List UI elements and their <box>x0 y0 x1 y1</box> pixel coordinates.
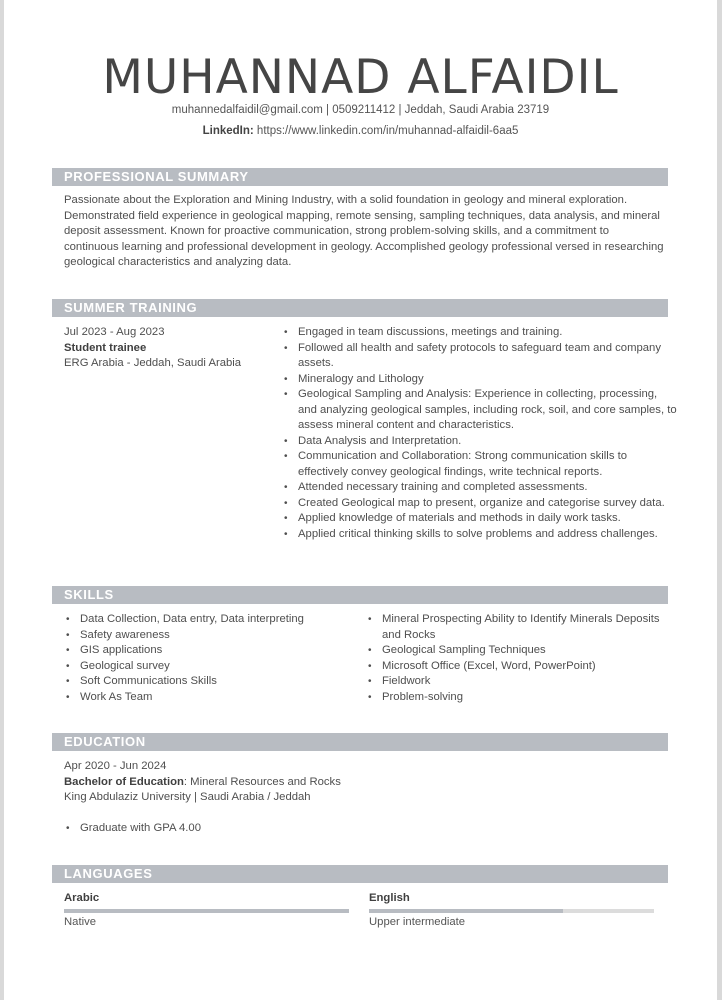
contact-info: muhannedalfaidil@gmail.com | 0509211412 | Jeddah, Saudi Arabia 23719 <box>171 104 550 116</box>
language-arabic <box>64 892 349 928</box>
section-title: SUMMER TRAINING <box>64 300 198 315</box>
list-item: • Fieldwork <box>366 674 676 690</box>
list-item: • Applied knowledge of materials and methods in daily work tasks. <box>282 511 678 527</box>
list-item: • Engaged in team discussions, meetings and training. <box>282 325 678 341</box>
list-item: • Communication and Collaboration: Strong communication skills to effectively convey geological findings, write technical reports. <box>282 449 678 480</box>
section-title: EDUCATION <box>64 734 146 749</box>
resume-page <box>4 0 717 1000</box>
skills-left-list <box>64 612 344 705</box>
list-item: • Geological survey <box>64 659 344 675</box>
section-header-skills <box>52 586 668 604</box>
training-role: Student trainee <box>64 341 147 354</box>
summary-text: Passionate about the Exploration and Mining Industry, with a solid foundation in geology and mineral exploration. Demonstrated field experience in geological mapping, remote sensing, sampling techniques, data analysis, and mineral deposit assessment. Known for proactive communication, strong problem-solving skills, and a commitment to continuous learning and professional development in geology. Accomplished geology professional versed in researching geological characteristics and analyzing data. <box>64 194 664 268</box>
education-dates: Apr 2020 - Jun 2024 <box>64 760 167 772</box>
training-dates: Jul 2023 - Aug 2023 <box>64 326 165 338</box>
education-degree: Bachelor of Education <box>64 775 184 788</box>
training-meta <box>64 325 264 372</box>
list-item: • Mineralogy and Lithology <box>282 372 678 388</box>
list-item: • Safety awareness <box>64 628 344 644</box>
proficiency-fill <box>64 909 349 913</box>
section-title: LANGUAGES <box>64 866 153 881</box>
list-item: • Problem-solving <box>366 690 676 706</box>
language-name: Arabic <box>64 892 100 904</box>
section-header-languages <box>52 865 668 883</box>
list-item: • Work As Team <box>64 690 344 706</box>
section-header-education <box>52 733 668 751</box>
list-item: • Attended necessary training and completed assessments. <box>282 480 678 496</box>
list-item: • Created Geological map to present, organize and categorise survey data. <box>282 496 678 512</box>
education-field: : Mineral Resources and Rocks <box>183 775 341 788</box>
candidate-name: MUHANNAD ALFAIDIL <box>102 50 619 105</box>
language-name: English <box>369 892 410 904</box>
list-item: • Applied critical thinking skills to solve problems and address challenges. <box>282 527 678 543</box>
education-entry <box>64 759 624 806</box>
education-bullets <box>64 821 364 837</box>
skills-right-list <box>366 612 676 705</box>
list-item: • Data Collection, Data entry, Data interpreting <box>64 612 344 628</box>
list-item: • Geological Sampling Techniques <box>366 643 676 659</box>
section-title: PROFESSIONAL SUMMARY <box>64 169 249 184</box>
list-item: • Soft Communications Skills <box>64 674 344 690</box>
linkedin-label: LinkedIn: <box>202 125 254 137</box>
linkedin-line <box>4 125 717 137</box>
list-item: • Geological Sampling and Analysis: Experience in collecting, processing, and analyzing geological samples, including rock, soil, and core samples, to assess mineral content and characteristics. <box>282 387 678 434</box>
section-header-summary <box>52 168 668 186</box>
language-english <box>369 892 654 928</box>
list-item: • Mineral Prospecting Ability to Identify Minerals Deposits and Rocks <box>366 612 676 643</box>
section-header-training <box>52 299 668 317</box>
list-item: • Data Analysis and Interpretation. <box>282 434 678 450</box>
linkedin-url[interactable]: https://www.linkedin.com/in/muhannad-alfaidil-6aa5 <box>253 125 519 137</box>
education-degree-line <box>64 775 624 791</box>
list-item: • Followed all health and safety protocols to safeguard team and company assets. <box>282 341 678 372</box>
training-bullets <box>282 325 678 542</box>
list-item: • Graduate with GPA 4.00 <box>64 821 364 837</box>
section-title: SKILLS <box>64 587 114 602</box>
proficiency-bar <box>64 909 349 913</box>
training-company: ERG Arabia - Jeddah, Saudi Arabia <box>64 357 242 369</box>
education-school: King Abdulaziz University | Saudi Arabia / Jeddah <box>64 791 311 803</box>
proficiency-fill <box>369 909 563 913</box>
list-item: • GIS applications <box>64 643 344 659</box>
language-level: Upper intermediate <box>369 916 466 928</box>
language-level: Native <box>64 916 97 928</box>
proficiency-bar <box>369 909 654 913</box>
list-item: • Microsoft Office (Excel, Word, PowerPoint) <box>366 659 676 675</box>
